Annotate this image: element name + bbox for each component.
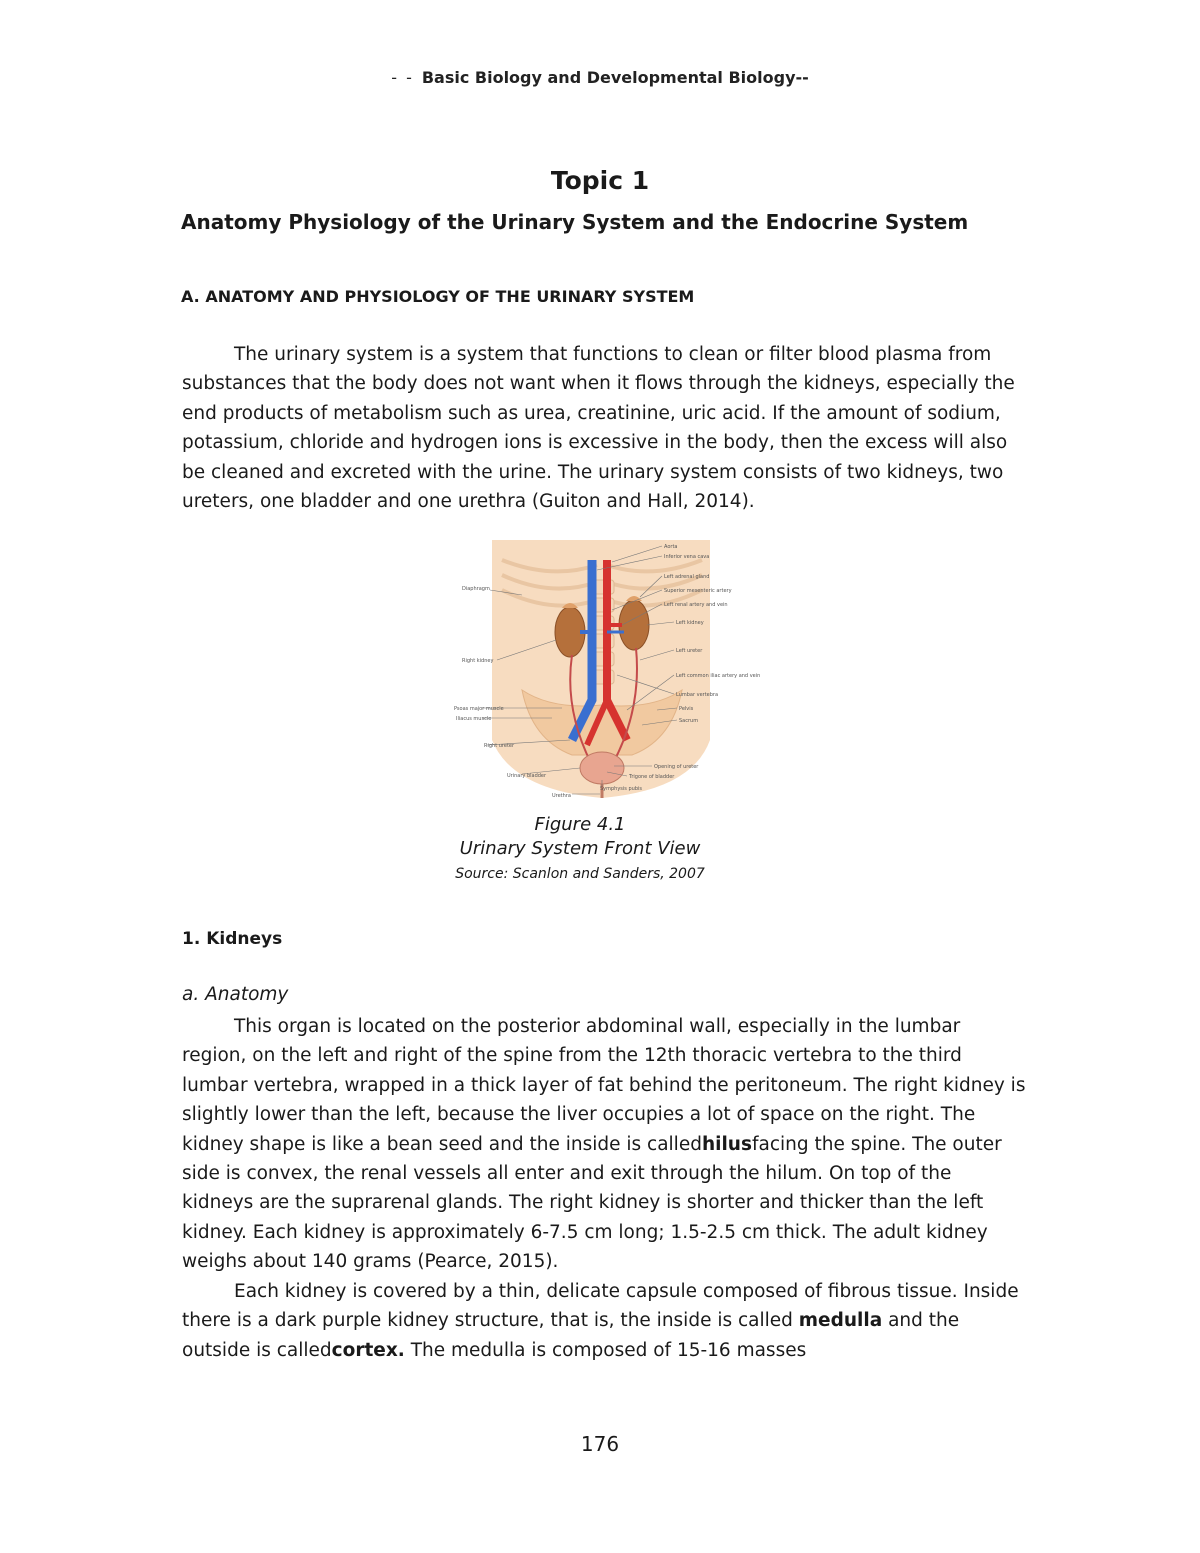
fig-label-right-ureter: Right ureter <box>484 743 515 749</box>
keyword-medulla: medulla <box>798 1310 883 1332</box>
fig-label-lumbar: Lumbar vertebra <box>676 692 719 698</box>
urinary-system-illustration <box>452 540 761 802</box>
fig-label-left-kidney: Left kidney <box>676 620 704 626</box>
fig-label-trigone: Trigone of bladder <box>629 774 675 780</box>
fig-label-adrenal: Left adrenal gland <box>664 574 710 580</box>
kidney-paragraph-text: This organ is located on the posterior abdominal wall, especially in the lumbar region, on the left and right of the spine from the 12th thoracic vertebra to the third lumbar vertebra, wrapped in a thick layer of fat behind the peritoneum. The right kidney is slightly lower than the left, because the liver occupies a lot of space on the right. The kidney shape is like a bean seed and the inside is called <box>182 1016 1026 1155</box>
topic-title: Topic 1 <box>550 166 650 195</box>
fig-label-sacrum: Sacrum <box>679 718 699 724</box>
fig-label-bladder: Urinary bladder <box>507 773 547 779</box>
fig-label-vena-cava: Inferior vena cava <box>664 554 710 560</box>
fig-label-aorta: Aorta <box>664 544 678 550</box>
kidney-anatomy-paragraph <box>182 1012 1027 1277</box>
fig-label-ureter-opening: Opening of ureter <box>654 764 699 770</box>
section-heading: A. ANATOMY AND PHYSIOLOGY OF THE URINARY SYSTEM <box>181 287 695 306</box>
figure-caption: Urinary System Front View <box>459 838 701 859</box>
fig-label-psoas: Psoas major muscle <box>454 706 504 712</box>
fig-label-iliacus: Iliacus muscle <box>456 716 492 722</box>
fig-label-symphysis: Symphysis pubis <box>600 786 643 792</box>
capsule-paragraph-text: and the outside is called <box>182 1310 960 1361</box>
keyword-hilus: hilus <box>701 1133 752 1155</box>
urinary-system-figure <box>452 540 761 802</box>
kidney-capsule-paragraph <box>182 1277 1027 1365</box>
kidneys-heading: 1. Kidneys <box>182 929 283 949</box>
fig-label-diaphragm: Diaphragm <box>462 586 490 592</box>
fig-label-renal-artery: Left renal artery and vein <box>664 602 728 608</box>
figure-number: Figure 4.1 <box>534 814 626 835</box>
capsule-paragraph-text: Each kidney is covered by a thin, delicate capsule composed of fibrous tissue. Inside there is a dark purple kidney structure, that is, the inside is called <box>182 1281 1019 1332</box>
topic-subtitle: Anatomy Physiology of the Urinary System and the Endocrine System <box>181 210 969 234</box>
anatomy-heading: a. Anatomy <box>182 984 289 1005</box>
fig-label-iliac: Left common iliac artery and vein <box>676 673 761 679</box>
figure-source: Source: Scanlon and Sanders, 2007 <box>455 866 705 882</box>
keyword-cortex: cortex. <box>331 1339 405 1361</box>
fig-label-mesenteric: Superior mesenteric artery <box>664 588 732 594</box>
capsule-paragraph-text: The medulla is composed of 15-16 masses <box>404 1339 807 1361</box>
running-header <box>0 68 1200 87</box>
fig-label-left-ureter: Left ureter <box>676 648 703 654</box>
intro-paragraph: The urinary system is a system that functions to clean or filter blood plasma from substances that the body does not want when it flows through the kidneys, especially the end products of metabolism such as urea, creatinine, uric acid. If the amount of sodium, potassium, chloride and hydrogen ions is excessive in the body, then the excess will also be cleaned and excreted with the urine. The urinary system consists of two kidneys, two ureters, one bladder and one urethra (Guiton and Hall, 2014). <box>182 344 1015 513</box>
header-title: Basic Biology and Developmental Biology-- <box>421 68 809 87</box>
kidney-paragraph-text: facing the spine. The outer side is convex, the renal vessels all enter and exit through the hilum. On top of the kidneys are the suprarenal glands. The right kidney is shorter and thicker than the left kidney. Each kidney is approximately 6-7.5 cm long; 1.5-2.5 cm thick. The adult kidney weighs about 140 grams (Pearce, 2015). <box>182 1133 1002 1273</box>
fig-label-urethra: Urethra <box>552 793 571 799</box>
page-number: 176 <box>580 1432 620 1456</box>
fig-label-right-kidney: Right kidney <box>462 658 494 664</box>
fig-label-pelvis: Pelvis <box>679 706 694 712</box>
header-dashes: - - <box>391 68 414 87</box>
